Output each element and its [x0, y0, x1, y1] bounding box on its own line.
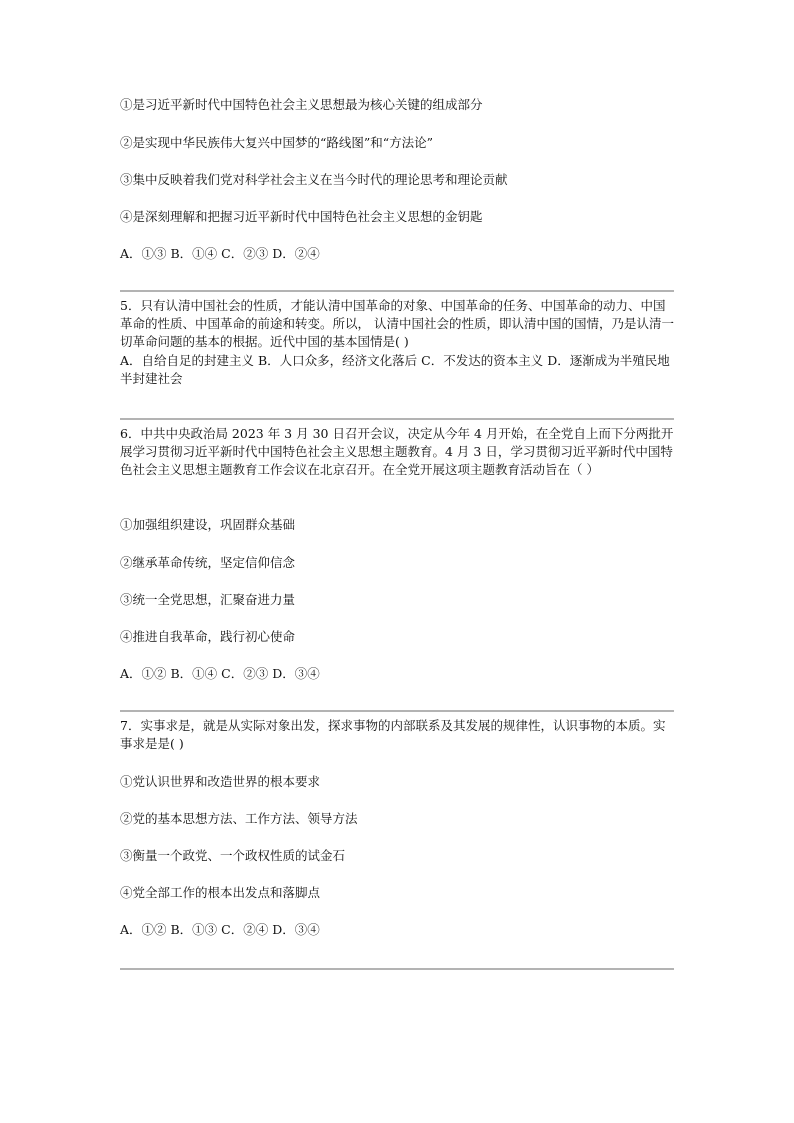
q4-answer-choices: A．①③ B．①④ C．②③ D．②④: [120, 246, 320, 261]
q4-option-4: ④是深刻理解和把握习近平新时代中国特色社会主义思想的金钥匙: [120, 209, 483, 224]
q7-option-1: ①党认识世界和改造世界的根本要求: [120, 774, 321, 789]
q6-option-1: ①加强组织建设，巩固群众基础: [120, 517, 296, 532]
q7-stem: 7．实事求是，就是从实际对象出发，探求事物的内部联系及其发展的规律性，认识事物的本质。实事求是是( ): [120, 718, 666, 751]
q4-option-3: ③集中反映着我们党对科学社会主义在当今时代的理论思考和理论贡献: [120, 172, 508, 187]
q7-answer-choices: A．①② B．①③ C．②④ D．③④: [120, 922, 320, 937]
q6-option-3: ③统一全党思想，汇聚奋进力量: [120, 592, 296, 607]
divider: [120, 418, 674, 420]
q4-option-1: ①是习近平新时代中国特色社会主义思想最为核心关键的组成部分: [120, 97, 483, 112]
divider: [120, 968, 674, 970]
q7-option-3: ③衡量一个政党、一个政权性质的试金石: [120, 848, 346, 863]
q7-option-4: ④党全部工作的根本出发点和落脚点: [120, 885, 321, 900]
q7-option-2: ②党的基本思想方法、工作方法、领导方法: [120, 811, 358, 826]
q4-option-2: ②是实现中华民族伟大复兴中国梦的“路线图”和“方法论”: [120, 135, 434, 150]
q5-stem: 5．只有认清中国社会的性质，才能认清中国革命的对象、中国革命的任务、中国革命的动力、中国革命的性质、中国革命的前途和转变。所以， 认清中国社会的性质，即认清中国的国情，乃是认清一切革命问题的基本的根据。近代中国的基本国情是( ): [120, 298, 674, 349]
q6-option-2: ②继承革命传统，坚定信仰信念: [120, 555, 296, 570]
q6-answer-choices: A．①② B．①④ C．②③ D．③④: [120, 666, 320, 681]
q5-answer-choices: A．自给自足的封建主义 B．人口众多，经济文化落后 C．不发达的资本主义 D．逐渐成为半殖民地半封建社会: [120, 353, 670, 386]
q6-stem: 6．中共中央政治局 2023 年 3 月 30 日召开会议，决定从今年 4 月开始，在全党自上而下分两批开展学习贯彻习近平新时代中国特色社会主义思想主题教育。4 月 3 日，学习贯彻习近平新时代中国特色社会主义思想主题教育工作会议在北京召开。在全党开展这项主题教育活动旨在（ ）: [120, 426, 674, 477]
divider: [120, 290, 674, 292]
q6-option-4: ④推进自我革命，践行初心使命: [120, 629, 296, 644]
divider: [120, 710, 674, 712]
